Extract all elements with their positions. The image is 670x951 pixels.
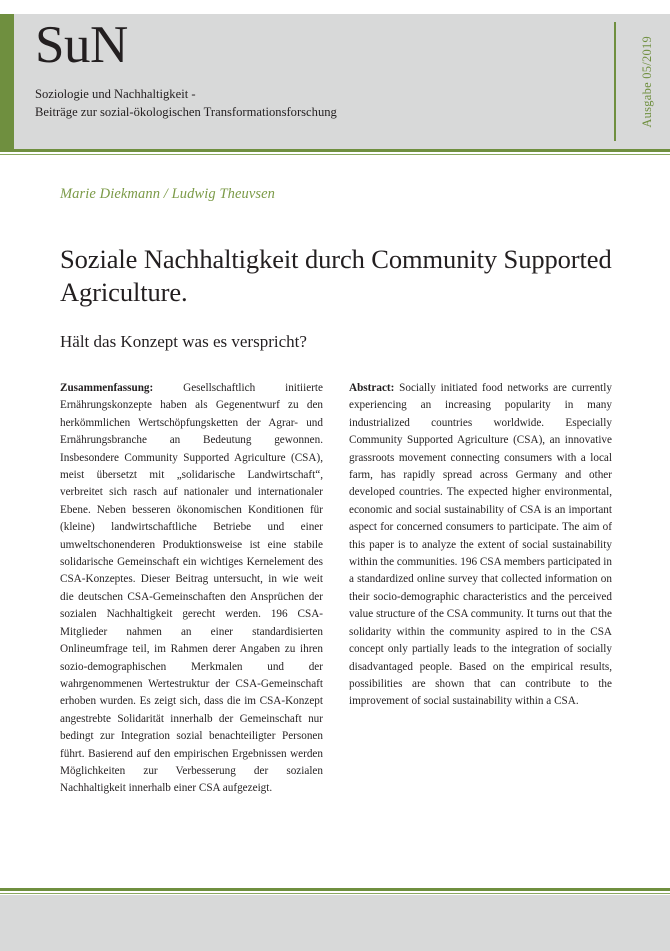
footer-divider-thin-line: [0, 893, 670, 895]
journal-subtitle-line-1: Soziologie und Nachhaltigkeit -: [35, 87, 196, 102]
article-title: Soziale Nachhaltigkeit durch Community Supported Agriculture.: [60, 244, 612, 308]
issue-label: Ausgabe 05/2019: [639, 35, 654, 128]
masthead-band: [0, 14, 670, 149]
header-divider-thin-line: [0, 154, 670, 156]
masthead-content: [14, 14, 670, 149]
abstract-german: [60, 380, 323, 798]
abstract-german-text: Gesellschaftlich initiierte Ernährungskonzepte haben als Gegenentwurf zu den herkömmlichen Wertschöpfungsketten der Agrar- und Ernährungsbranche an Bedeutung gewonnen. Insbesondere Community Supported Agriculture (CSA), meist übersetzt mit „solidarische Landwirtschaft“, verbreitet sich rasch auf nationaler und internationaler Ebene. Neben besseren ökonomischen Konditionen für (kleine) landwirtschaftliche Betriebe und einer umweltschonenderen Produktionsweise ist eine stabile solidarische Gemeinschaft ein wichtiges Kernelement des CSA-Konzeptes. Dieser Beitrag untersucht, in wie weit die deutschen CSA-Gemeinschaften den Ansprüchen der sozialen Nachhaltigkeit gerecht werden. 196 CSA-Mitglieder nahmen an einer standardisierten Onlineumfrage teil, im Rahmen derer Angaben zu ihren sozio-demographischen Merkmalen und der wahrgenommenen Wertestruktur der CSA-Gemeinschaft erhoben wurden. Es zeigt sich, dass die im CSA-Konzept angestrebte Solidarität innerhalb der Gemeinschaft nur bedingt zur Integration sozial benachteiligter Personen führt. Basierend auf den empirischen Ergebnissen werden Möglichkeiten zur Verbesserung der sozialen Nachhaltigkeit innerhalb einer CSA aufgezeigt.: [60, 382, 323, 795]
journal-logo: SuN: [35, 16, 128, 74]
abstract-german-label: Zusammenfassung:: [60, 382, 154, 394]
article-subtitle: Hält das Konzept was es verspricht?: [60, 332, 307, 352]
abstract-english-label: Abstract:: [349, 382, 395, 394]
masthead-accent-bar: [0, 14, 14, 149]
issue-divider-rule: [614, 22, 616, 141]
footer-band: [0, 895, 670, 951]
article-header: [60, 186, 615, 353]
article-authors: Marie Diekmann / Ludwig Theuvsen: [60, 186, 276, 202]
abstract-english: [349, 380, 612, 798]
header-divider: [0, 149, 670, 155]
footer-divider: [0, 888, 670, 894]
issue-rail: [614, 14, 670, 149]
abstract-english-text: Socially initiated food networks are currently experiencing an increasing popularity in many industrialized countries worldwide. Especially Community Supported Agriculture (CSA), an innovative grassroots movement connecting consumers with a local farm, has rapidly spread across Germany and other developed countries. The expected higher environmental, economic and social sustainability of CSA is an important aspect for concerned consumers to participate. The aim of this paper is to analyze the extent of social sustainability within the communities. 196 CSA members participated in a standardized online survey that collected information on their socio-demographic characteristics and the perceived value structure of the CSA community. It turns out that the solidarity within the community aspired to in the CSA concept only partially leads to the integration of socially disadvantaged people. Based on the empirical results, possibilities are shown that can contribute to the improvement of social sustainability within a CSA.: [349, 382, 612, 708]
journal-subtitle-line-2: Beiträge zur sozial-ökologischen Transformationsforschung: [35, 104, 337, 119]
abstract-columns: [60, 380, 612, 798]
journal-subtitle: [35, 86, 505, 122]
